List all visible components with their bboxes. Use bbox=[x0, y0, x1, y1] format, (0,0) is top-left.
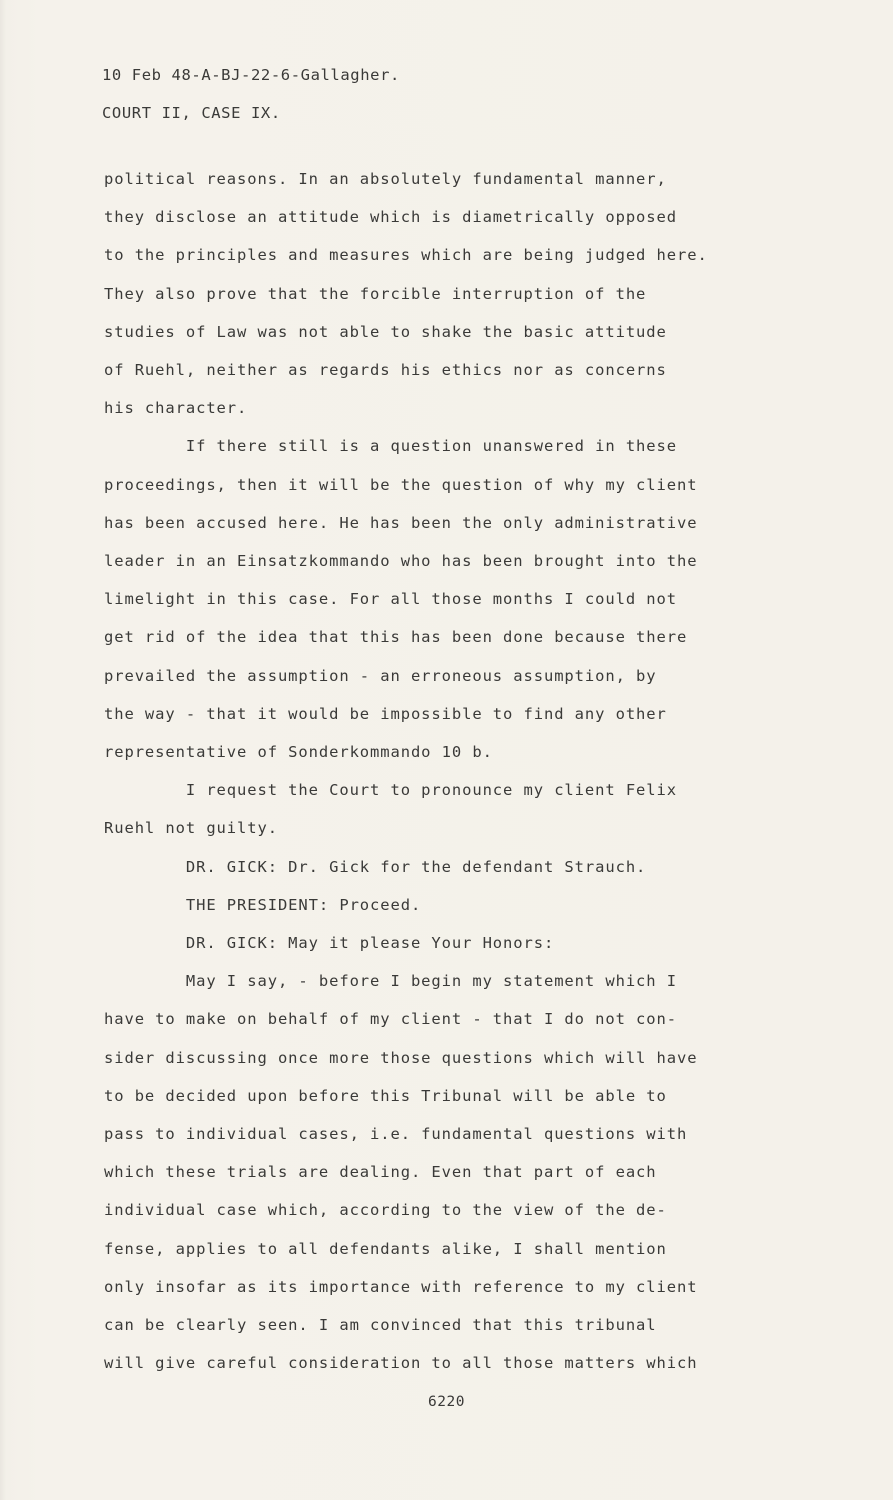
text-line: to the principles and measures which are being judged here. bbox=[104, 246, 708, 265]
document-header bbox=[102, 56, 400, 132]
text-line: have to make on behalf of my client - that I do not con- bbox=[104, 1010, 677, 1029]
text-line: If there still is a question unanswered in these bbox=[104, 437, 677, 456]
page-number: 6220 bbox=[428, 1394, 465, 1410]
text-line: of Ruehl, neither as regards his ethics nor as concerns bbox=[104, 361, 667, 380]
text-line: pass to individual cases, i.e. fundamental questions with bbox=[104, 1125, 688, 1144]
text-line: will give careful consideration to all those matters which bbox=[104, 1354, 698, 1373]
text-line: studies of Law was not able to shake the basic attitude bbox=[104, 322, 667, 341]
reference-line: 10 Feb 48-A-BJ-22-6-Gallagher. bbox=[102, 66, 400, 84]
text-line: which these trials are dealing. Even that part of each bbox=[104, 1163, 657, 1182]
text-line: proceedings, then it will be the question of why my client bbox=[104, 475, 698, 494]
text-line: Ruehl not guilty. bbox=[104, 819, 278, 838]
text-line: the way - that it would be impossible to find any other bbox=[104, 704, 667, 723]
text-line: only insofar as its importance with reference to my client bbox=[104, 1277, 698, 1296]
text-line: can be clearly seen. I am convinced that this tribunal bbox=[104, 1316, 657, 1335]
text-line: fense, applies to all defendants alike, I shall mention bbox=[104, 1239, 667, 1258]
court-case-line: COURT II, CASE IX. bbox=[102, 104, 281, 122]
text-line: his character. bbox=[104, 399, 248, 418]
text-line: prevailed the assumption - an erroneous assumption, by bbox=[104, 666, 657, 685]
text-line: DR. GICK: May it please Your Honors: bbox=[104, 934, 555, 953]
text-line: political reasons. In an absolutely fundamental manner, bbox=[104, 170, 667, 188]
text-line: They also prove that the forcible interruption of the bbox=[104, 284, 647, 303]
text-line: they disclose an attitude which is diametrically opposed bbox=[104, 208, 677, 227]
text-line: to be decided upon before this Tribunal will be able to bbox=[104, 1086, 667, 1105]
text-line: DR. GICK: Dr. Gick for the defendant Strauch. bbox=[104, 857, 647, 876]
text-line: sider discussing once more those questions which will have bbox=[104, 1048, 698, 1067]
text-line: get rid of the idea that this has been done because there bbox=[104, 628, 688, 647]
text-line: limelight in this case. For all those months I could not bbox=[104, 590, 677, 609]
text-line: has been accused here. He has been the only administrative bbox=[104, 513, 698, 532]
text-line: individual case which, according to the view of the de- bbox=[104, 1201, 667, 1220]
text-line: leader in an Einsatzkommando who has been brought into the bbox=[104, 552, 698, 571]
text-line: THE PRESIDENT: Proceed. bbox=[104, 895, 422, 914]
text-line: May I say, - before I begin my statement which I bbox=[104, 972, 677, 991]
body-text bbox=[104, 160, 804, 1383]
text-line: representative of Sonderkommando 10 b. bbox=[104, 743, 493, 762]
text-line: I request the Court to pronounce my client Felix bbox=[104, 781, 677, 800]
